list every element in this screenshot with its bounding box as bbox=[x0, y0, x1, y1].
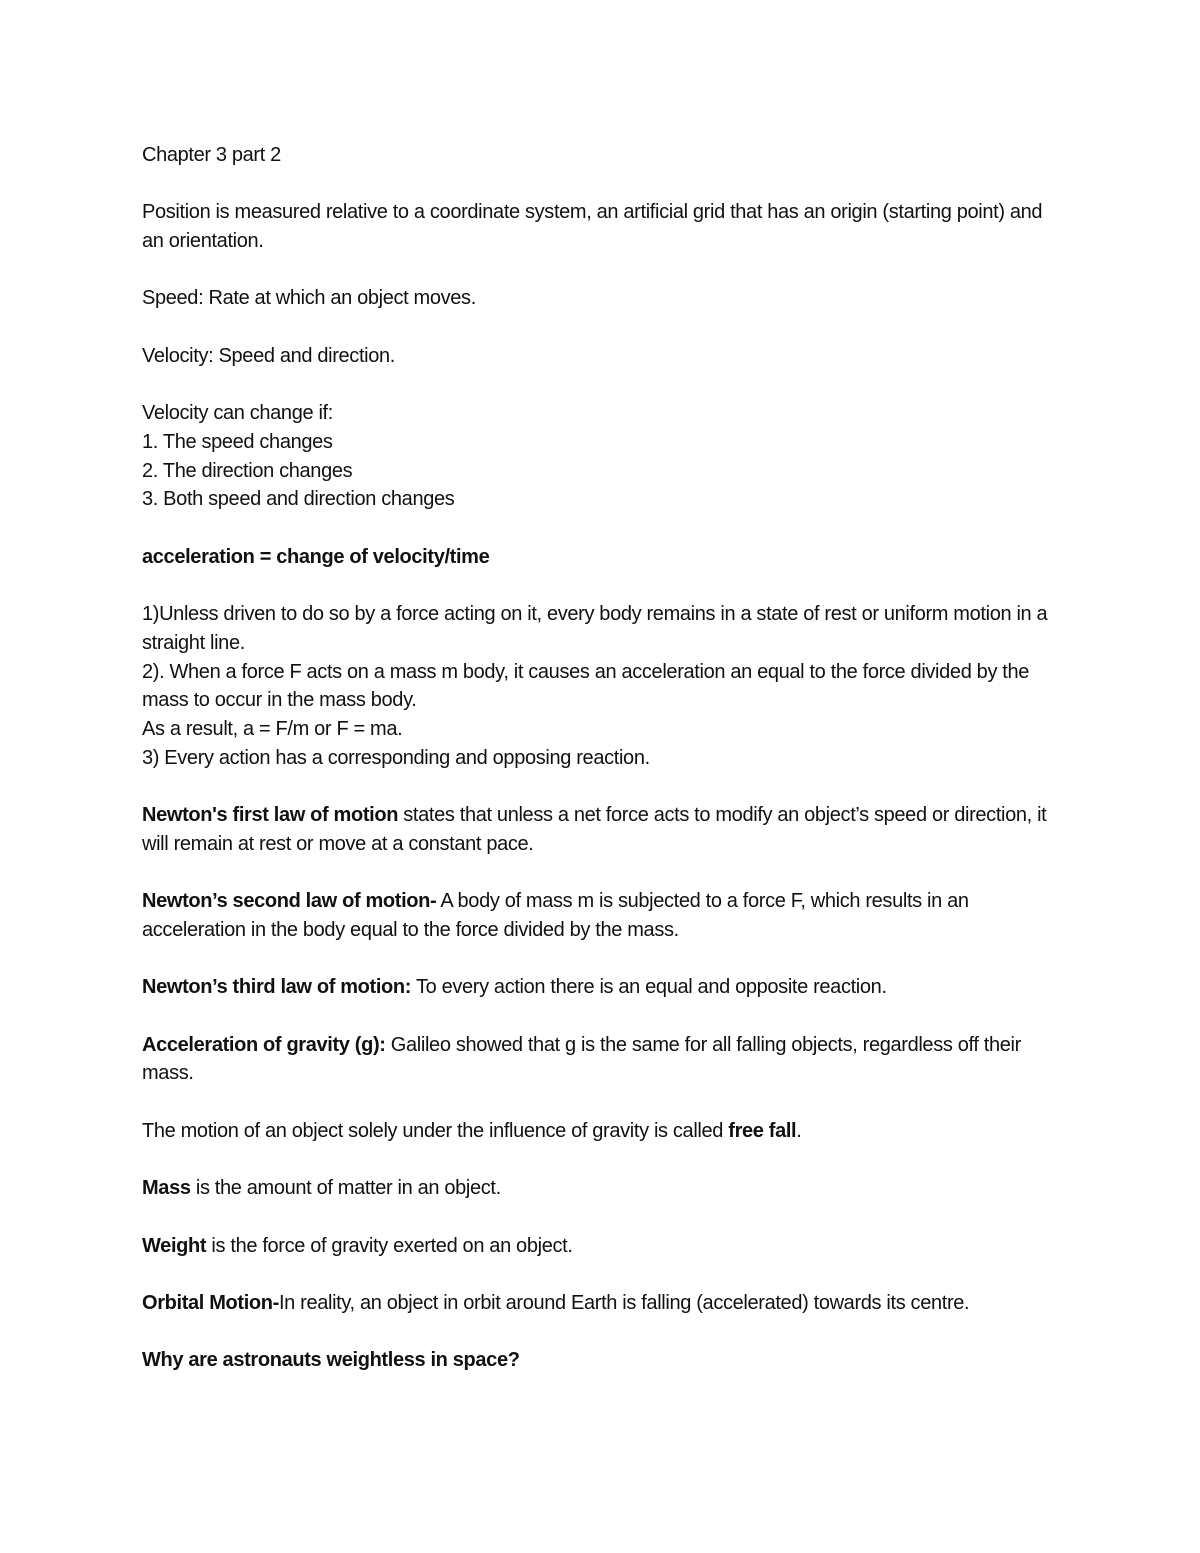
weight-text: is the force of gravity exerted on an object. bbox=[206, 1234, 573, 1257]
spacer bbox=[142, 1088, 1067, 1117]
mass-paragraph bbox=[142, 1174, 1067, 1203]
velocity-change-item: 1. The speed changes bbox=[142, 430, 333, 453]
speed-definition: Speed: Rate at which an object moves. bbox=[142, 287, 476, 310]
gravity-paragraph bbox=[142, 1031, 1067, 1088]
question-text: Why are astronauts weightless in space? bbox=[142, 1349, 520, 1372]
spacer bbox=[142, 571, 1067, 600]
spacer bbox=[142, 313, 1067, 342]
free-fall-text: The motion of an object solely under the influence of gravity is called bbox=[142, 1119, 729, 1142]
weight-term: Weight bbox=[142, 1234, 207, 1257]
law-1-paragraph: 1)Unless driven to do so by a force acting on it, every body remains in a state of rest or uniform motion in a straight line. bbox=[142, 603, 1048, 654]
spacer bbox=[142, 1002, 1067, 1031]
weight-paragraph bbox=[142, 1232, 1067, 1261]
acceleration-formula bbox=[142, 543, 1067, 572]
spacer bbox=[142, 945, 1067, 974]
spacer bbox=[142, 1318, 1067, 1347]
law-3-paragraph: 3) Every action has a corresponding and opposing reaction. bbox=[142, 746, 650, 769]
velocity-definition: Velocity: Speed and direction. bbox=[142, 344, 396, 367]
first-law-paragraph bbox=[142, 801, 1067, 858]
spacer bbox=[142, 1145, 1067, 1174]
second-law-paragraph bbox=[142, 887, 1067, 944]
third-law-paragraph bbox=[142, 973, 1067, 1002]
orbital-paragraph bbox=[142, 1289, 1067, 1318]
spacer bbox=[142, 858, 1067, 887]
gravity-term: Acceleration of gravity (g): bbox=[142, 1033, 386, 1056]
mass-text: is the amount of matter in an object. bbox=[190, 1177, 501, 1200]
spacer bbox=[142, 1203, 1067, 1232]
second-law-text: A body of mass m is subjected to a force F, which results in an acceleration in the body equal to the force divided by the mass. bbox=[142, 890, 969, 941]
third-law-text: To every action there is an equal and opposite reaction. bbox=[411, 976, 887, 999]
mass-term: Mass bbox=[142, 1177, 191, 1200]
spacer bbox=[142, 514, 1067, 543]
velocity-change-intro: Velocity can change if: bbox=[142, 402, 333, 425]
free-fall-term: free fall bbox=[728, 1119, 797, 1142]
law-2-paragraph: 2). When a force F acts on a mass m body, it causes an acceleration an equal to the force divided by the mass to occur in the mass body. bbox=[142, 660, 1030, 712]
spacer bbox=[142, 371, 1067, 400]
third-law-term: Newton’s third law of motion: bbox=[142, 976, 412, 999]
document-page bbox=[142, 141, 1067, 1375]
spacer bbox=[142, 170, 1067, 199]
law-2-result: As a result, a = F/m or F = ma. bbox=[142, 717, 403, 740]
document-title: Chapter 3 part 2 bbox=[142, 144, 281, 166]
second-law-term: Newton’s second law of motion- bbox=[142, 890, 437, 913]
question-paragraph bbox=[142, 1346, 1067, 1375]
orbital-text: In reality, an object in orbit around Earth is falling (accelerated) towards its centre. bbox=[278, 1291, 970, 1314]
spacer bbox=[142, 256, 1067, 285]
spacer bbox=[142, 772, 1067, 801]
velocity-change-item: 3. Both speed and direction changes bbox=[142, 488, 455, 511]
spacer bbox=[142, 1260, 1067, 1289]
position-paragraph: Position is measured relative to a coordinate system, an artificial grid that has an origin (starting point) and an orientation. bbox=[142, 201, 1043, 253]
orbital-term: Orbital Motion- bbox=[142, 1291, 279, 1314]
velocity-change-item: 2. The direction changes bbox=[142, 459, 353, 482]
first-law-text: states that unless a net force acts to modify an object’s speed or direction, it will remain at rest or move at a constant pace. bbox=[142, 804, 1047, 855]
free-fall-end: . bbox=[796, 1119, 802, 1142]
free-fall-paragraph bbox=[142, 1117, 1067, 1146]
gravity-text: Galileo showed that g is the same for all falling objects, regardless off their mass. bbox=[142, 1033, 1021, 1085]
first-law-term: Newton's first law of motion bbox=[142, 804, 399, 827]
acceleration-formula-text: acceleration = change of velocity/time bbox=[142, 545, 490, 568]
